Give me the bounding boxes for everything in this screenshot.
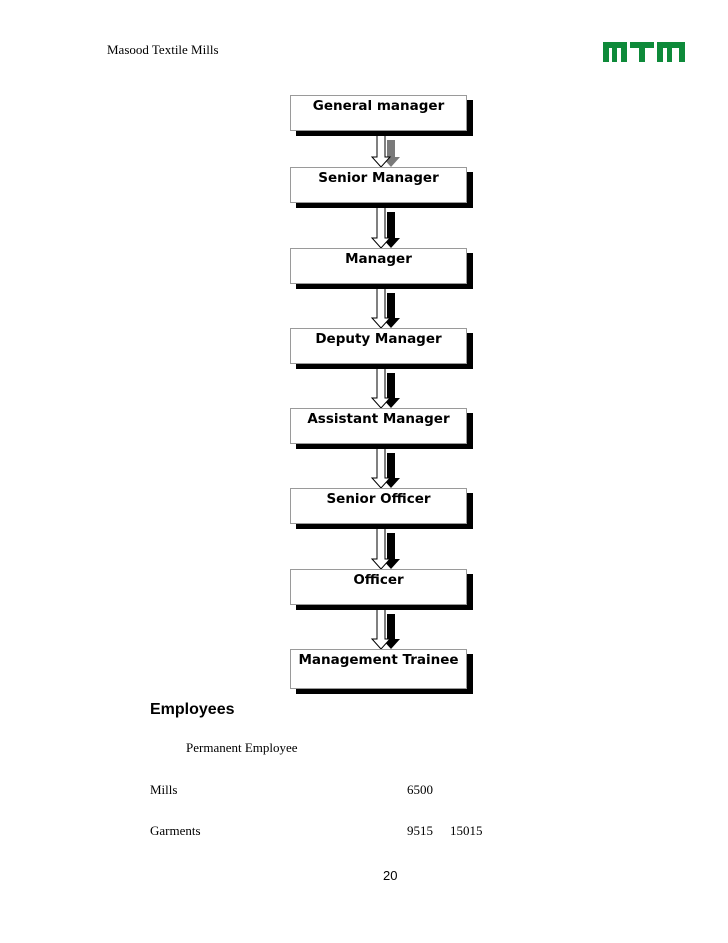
org-connector-arrow xyxy=(372,132,400,167)
org-box-management-trainee: Management Trainee xyxy=(290,649,467,689)
employee-total: 15015 xyxy=(450,823,483,838)
employee-row-value-mills: 6500 xyxy=(407,782,433,797)
org-box-senior-officer: Senior Officer xyxy=(290,488,467,524)
org-connector-arrow xyxy=(372,525,400,569)
permanent-employee-subheading: Permanent Employee xyxy=(186,740,298,755)
org-connector-arrow xyxy=(372,606,400,649)
org-box-manager: Manager xyxy=(290,248,467,284)
employee-row-label-mills: Mills xyxy=(150,782,178,797)
org-box-assistant-manager: Assistant Manager xyxy=(290,408,467,444)
company-name: Masood Textile Mills xyxy=(107,42,219,57)
employees-heading: Employees xyxy=(150,701,235,718)
org-connector-arrow xyxy=(372,365,400,408)
org-box-general-manager: General manager xyxy=(290,95,467,131)
org-connector-arrow xyxy=(372,204,400,248)
org-connector-arrow xyxy=(372,285,400,328)
page-number: 20 xyxy=(383,868,398,883)
org-connector-arrow xyxy=(372,445,400,488)
org-box-senior-manager: Senior Manager xyxy=(290,167,467,203)
employee-row-value-garments: 9515 xyxy=(407,823,433,838)
org-box-officer: Officer xyxy=(290,569,467,605)
employee-row-label-garments: Garments xyxy=(150,823,201,838)
org-box-deputy-manager: Deputy Manager xyxy=(290,328,467,364)
